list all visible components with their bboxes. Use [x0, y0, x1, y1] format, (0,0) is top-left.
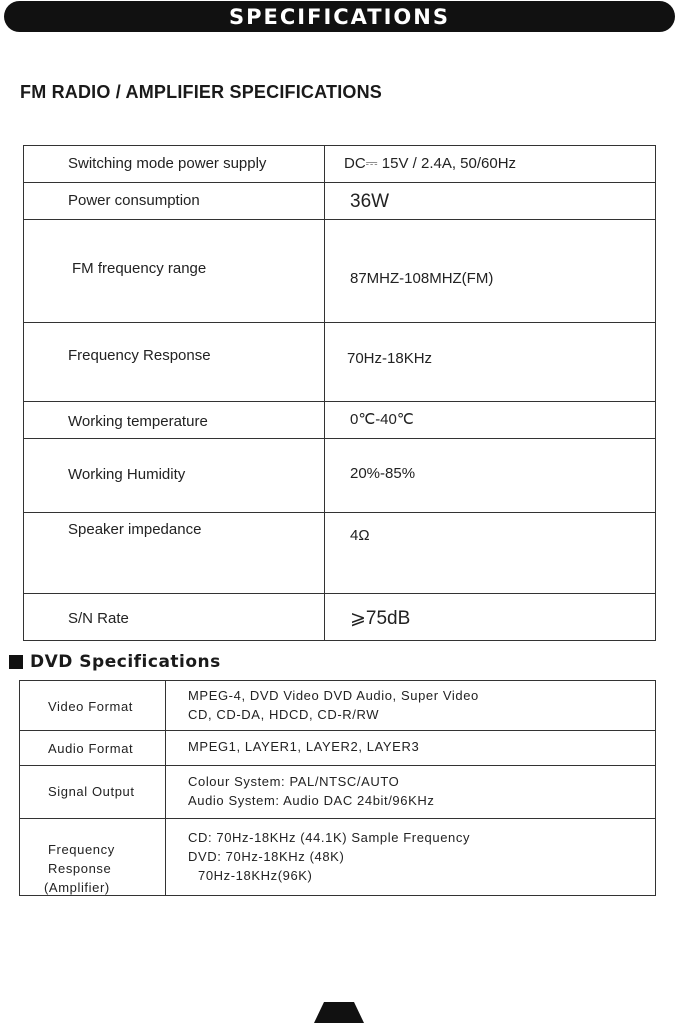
- spec-value: [188, 737, 419, 756]
- table-row: [24, 594, 655, 640]
- table-row: [20, 766, 655, 819]
- spec-label: Signal Output: [48, 784, 135, 799]
- spec-value: 70Hz-18KHz: [347, 350, 433, 367]
- specifications-banner: [4, 1, 675, 32]
- spec-label: S/N Rate: [68, 610, 129, 627]
- spec-label: Audio Format: [48, 741, 134, 756]
- bullet-square-icon: [9, 655, 23, 669]
- spec-value: [188, 772, 434, 810]
- spec-value-line: MPEG1, LAYER1, LAYER2, LAYER3: [188, 739, 420, 754]
- fm-section-title: FM RADIO / AMPLIFIER SPECIFICATIONS: [20, 82, 382, 102]
- table-row: [24, 323, 655, 402]
- table-row: [24, 513, 655, 594]
- table-row: [24, 220, 655, 323]
- table-row: [24, 183, 655, 220]
- dvd-spec-table: [19, 680, 656, 896]
- spec-value: ⩾75dB: [350, 608, 411, 629]
- spec-value-line: CD, CD-DA, HDCD, CD-R/RW: [188, 707, 380, 722]
- spec-value-line: DVD: 70Hz-18KHz (48K): [188, 849, 345, 864]
- spec-value: DC⎓ 15V / 2.4A, 50/60Hz: [344, 155, 517, 172]
- spec-value: 36W: [350, 191, 390, 212]
- fm-spec-table: [23, 145, 656, 641]
- spec-label: Working Humidity: [68, 466, 186, 483]
- spec-value-line: MPEG-4, DVD Video DVD Audio, Super Video: [188, 688, 479, 703]
- spec-value: 87MHZ-108MHZ(FM): [350, 270, 494, 287]
- spec-value: 4Ω: [350, 527, 370, 544]
- spec-label-line: Frequency: [48, 842, 115, 857]
- table-row: [20, 681, 655, 731]
- spec-label-line: Response: [48, 861, 112, 876]
- banner-title: SPECIFICATIONS: [229, 4, 450, 29]
- spec-label: Frequency Response: [68, 347, 211, 364]
- spec-value: [188, 686, 479, 724]
- spec-value: 0℃-40℃: [350, 411, 414, 428]
- spec-value-line: 70Hz-18KHz(96K): [198, 868, 313, 883]
- spec-label-line: (Amplifier): [44, 880, 110, 895]
- spec-value: 20%-85%: [350, 465, 416, 482]
- table-row: [20, 819, 655, 895]
- spec-label: Working temperature: [68, 413, 208, 430]
- table-row: [24, 146, 655, 183]
- spec-label: [44, 840, 115, 897]
- table-row: [20, 731, 655, 766]
- spec-value-line: Colour System: PAL/NTSC/AUTO: [188, 774, 400, 789]
- dvd-section-title: [9, 652, 221, 672]
- spec-value-line: CD: 70Hz-18KHz (44.1K) Sample Frequency: [188, 830, 471, 845]
- dvd-title-text: DVD Specifications: [30, 652, 221, 672]
- spec-label: Switching mode power supply: [68, 155, 267, 172]
- spec-label: FM frequency range: [72, 260, 207, 277]
- spec-value-line: Audio System: Audio DAC 24bit/96KHz: [188, 793, 435, 808]
- table-row: [24, 439, 655, 513]
- page-tab-shape: [314, 1002, 364, 1023]
- spec-value: [188, 828, 470, 885]
- table-row: [24, 402, 655, 439]
- spec-label: Power consumption: [68, 192, 200, 209]
- spec-label: Video Format: [48, 699, 133, 714]
- spec-label: Speaker impedance: [68, 521, 202, 538]
